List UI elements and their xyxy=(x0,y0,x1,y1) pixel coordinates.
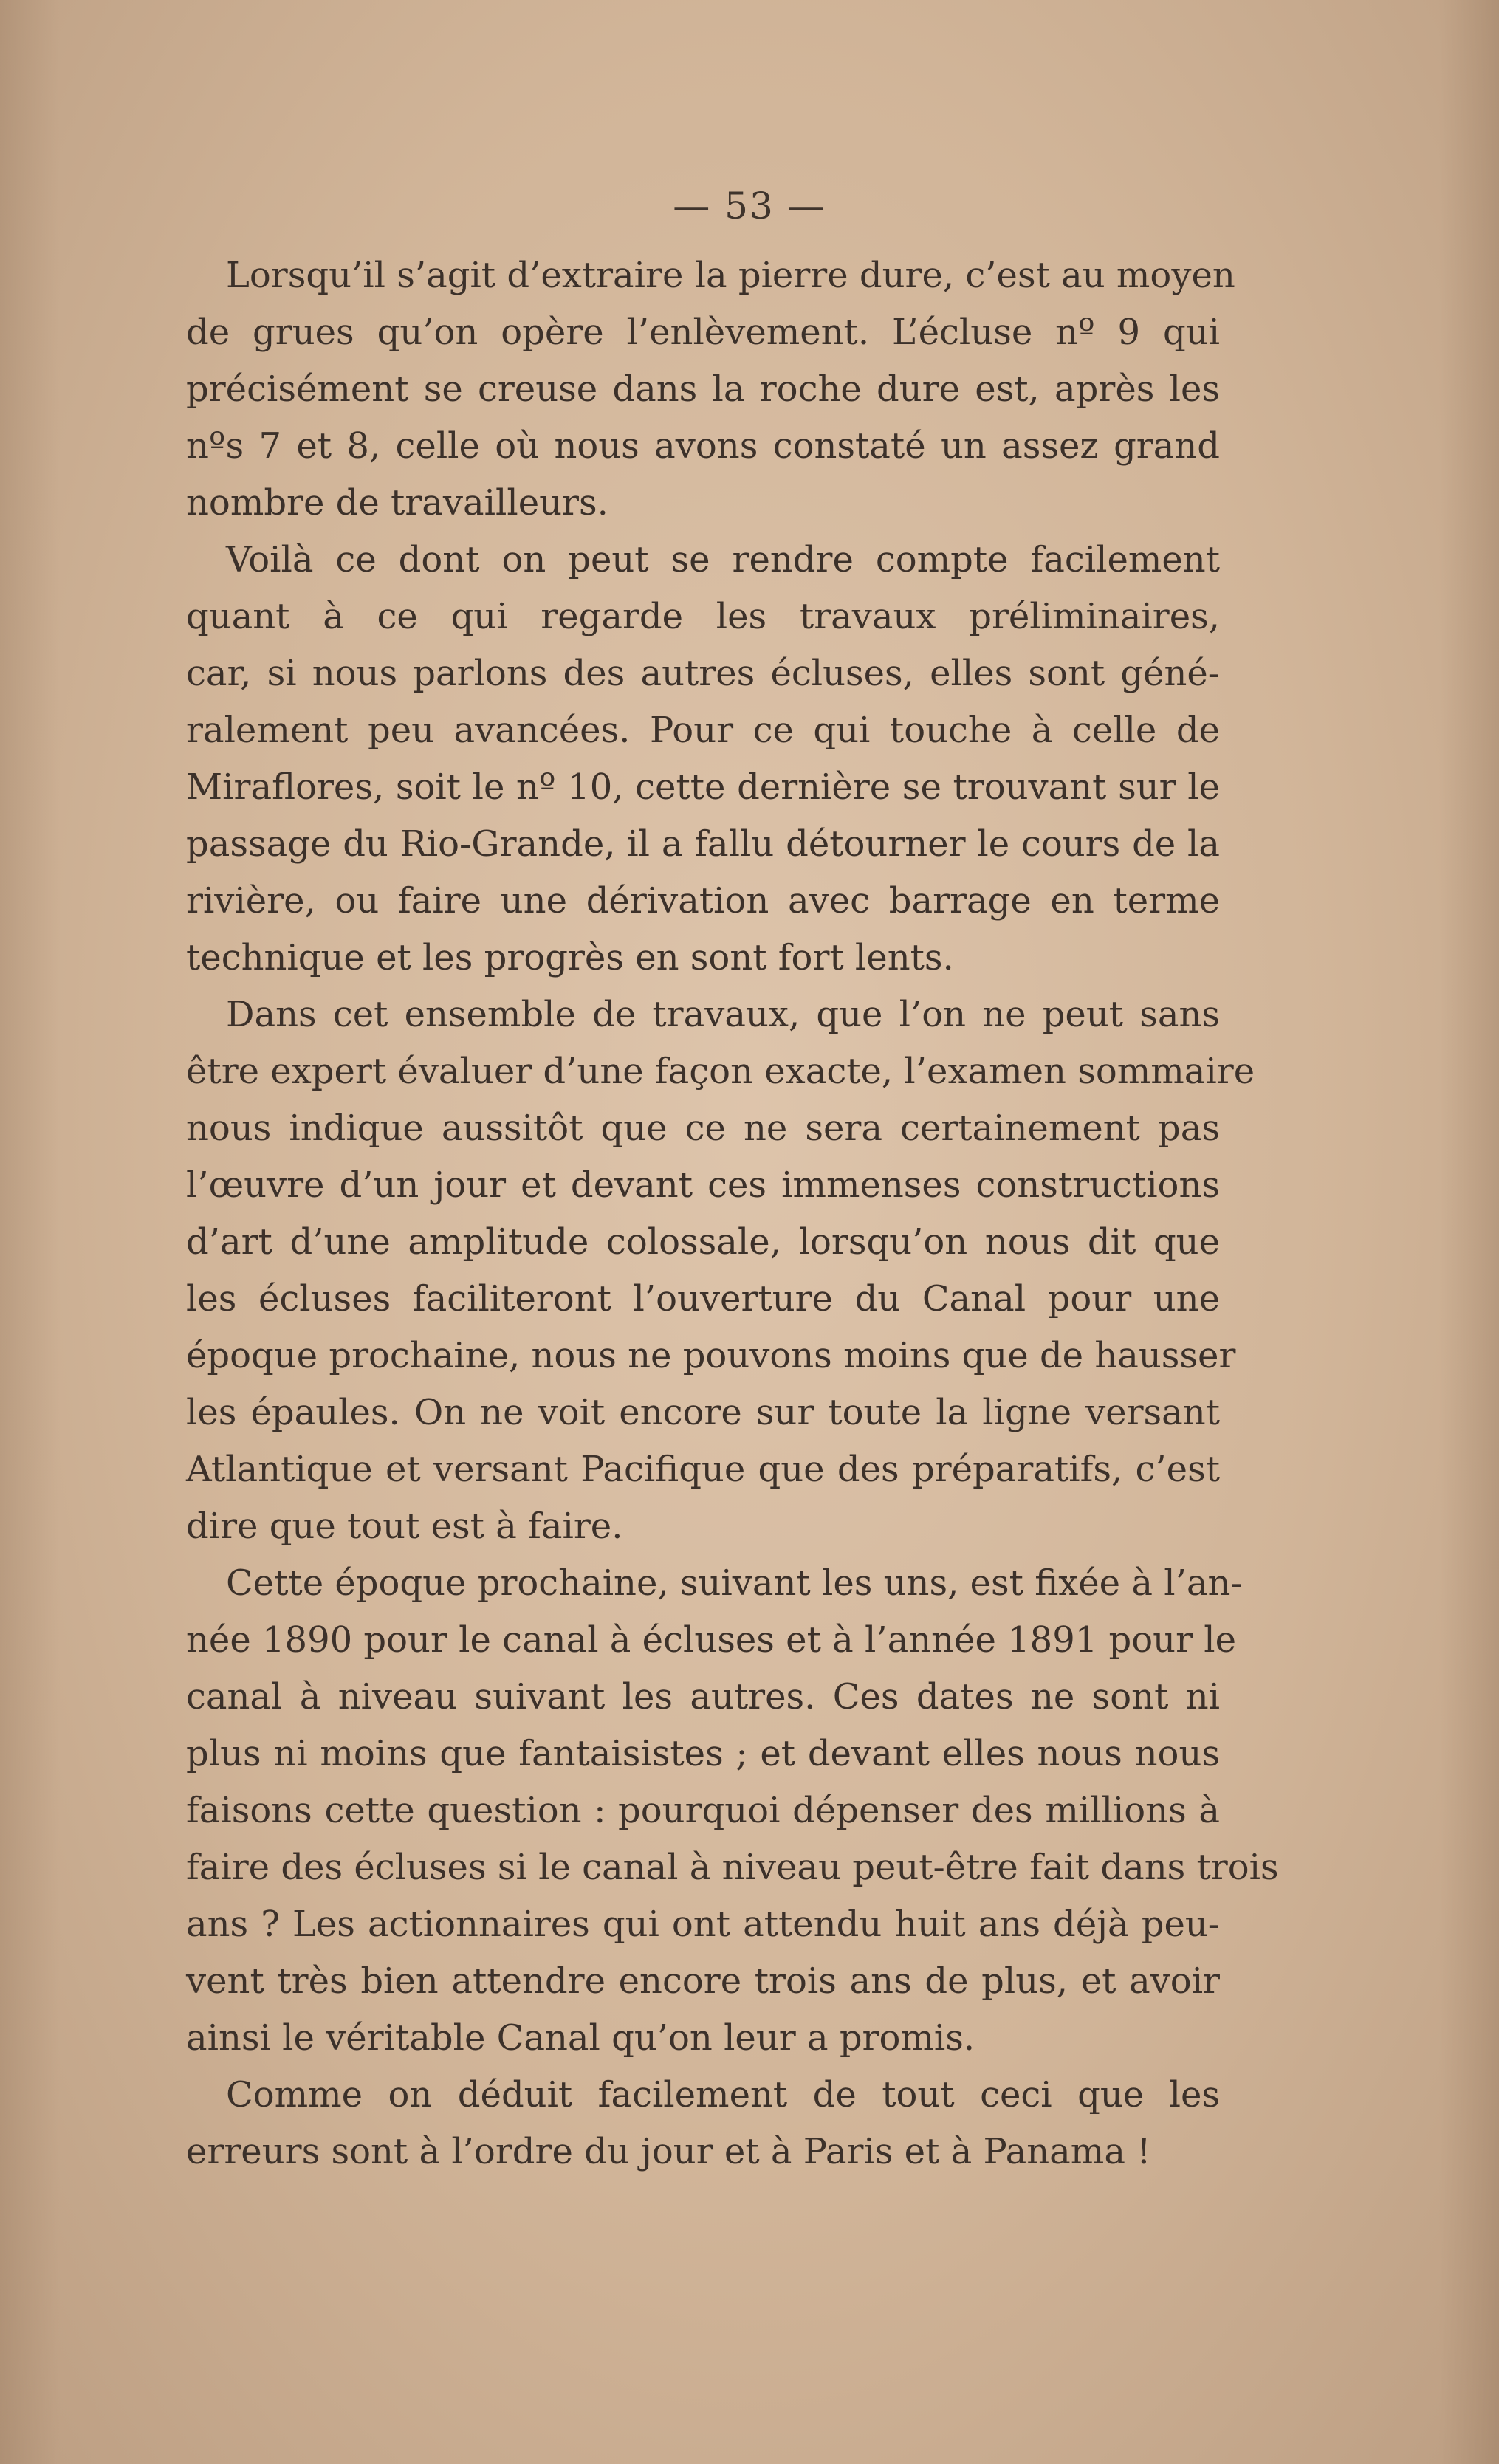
text-line: les écluses faciliteront l’ouverture du Canal pour une xyxy=(186,1278,1220,1319)
text-line: car, si nous parlons des autres écluses, elles sont géné- xyxy=(186,653,1220,694)
text-line: technique et les progrès en sont fort lents. xyxy=(186,937,954,978)
text-line: précisément se creuse dans la roche dure est, après les xyxy=(186,368,1220,410)
text-line: Cette époque prochaine, suivant les uns, est fixée à l’an- xyxy=(226,1562,1243,1604)
text-line: faire des écluses si le canal à niveau peut-être fait dans trois xyxy=(186,1847,1279,1888)
text-line: passage du Rio-Grande, il a fallu détourner le cours de la xyxy=(186,823,1220,865)
text-line: Lorsqu’il s’agit d’extraire la pierre dure, c’est au moyen xyxy=(226,255,1235,296)
text-line: d’art d’une amplitude colossale, lorsqu’on nous dit que xyxy=(186,1221,1220,1263)
text-line: nous indique aussitôt que ce ne sera certainement pas xyxy=(186,1108,1220,1149)
text-line: quant à ce qui regarde les travaux préliminaires, xyxy=(186,596,1220,637)
text-line: Comme on déduit facilement de tout ceci que les xyxy=(226,2074,1220,2115)
text-line: dire que tout est à faire. xyxy=(186,1506,623,1547)
text-line: vent très bien attendre encore trois ans de plus, et avoir xyxy=(186,1960,1220,2002)
text-line: Atlantique et versant Pacifique que des préparatifs, c’est xyxy=(186,1449,1220,1490)
text-line: époque prochaine, nous ne pouvons moins que de hausser xyxy=(186,1335,1236,1376)
text-line: l’œuvre d’un jour et devant ces immenses constructions xyxy=(186,1164,1220,1206)
body-text xyxy=(186,247,1279,2180)
text-line: de grues qu’on opère l’enlèvement. L’écluse nº 9 qui xyxy=(186,312,1220,353)
text-line: rivière, ou faire une dérivation avec barrage en terme xyxy=(186,880,1220,922)
text-line: Miraflores, soit le nº 10, cette dernière se trouvant sur le xyxy=(186,766,1220,808)
text-line: canal à niveau suivant les autres. Ces dates ne sont ni xyxy=(186,1676,1220,1717)
text-line: nºs 7 et 8, celle où nous avons constaté un assez grand xyxy=(186,425,1220,467)
text-line: Dans cet ensemble de travaux, que l’on ne peut sans xyxy=(226,994,1220,1035)
text-line: nombre de travailleurs. xyxy=(186,482,608,524)
text-line: ralement peu avancées. Pour ce qui touche à celle de xyxy=(186,710,1220,751)
text-line: Voilà ce dont on peut se rendre compte facilement xyxy=(226,539,1220,580)
text-line: les épaules. On ne voit encore sur toute la ligne versant xyxy=(186,1392,1220,1433)
text-line: plus ni moins que fantaisistes ; et devant elles nous nous xyxy=(186,1733,1220,1774)
text-line: faisons cette question : pourquoi dépenser des millions à xyxy=(186,1790,1220,1831)
text-line: née 1890 pour le canal à écluses et à l’année 1891 pour le xyxy=(186,1619,1237,1661)
text-line: ans ? Les actionnaires qui ont attendu huit ans déjà peu- xyxy=(186,1904,1220,1945)
page-number: — 53 — xyxy=(673,185,826,227)
text-line: être expert évaluer d’une façon exacte, l’examen sommaire xyxy=(186,1051,1255,1092)
text-line: ainsi le véritable Canal qu’on leur a promis. xyxy=(186,2017,975,2059)
text-line: erreurs sont à l’ordre du jour et à Paris et à Panama ! xyxy=(186,2131,1151,2172)
